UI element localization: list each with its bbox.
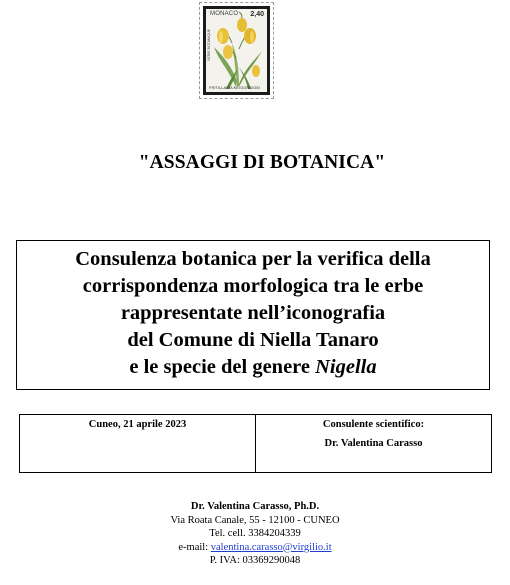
date-cell bbox=[20, 415, 256, 473]
info-table bbox=[19, 414, 492, 473]
footer-name: Dr. Valentina Carasso, Ph.D. bbox=[190, 501, 320, 512]
stamp-value: 2,40 bbox=[250, 11, 264, 18]
footer-address: Via Roata Canale, 55 - 12100 - CUNEO bbox=[170, 514, 340, 526]
subject-line-5 bbox=[17, 354, 489, 381]
subject-line-3: rappresentate nell’iconografia bbox=[120, 302, 386, 324]
consultant-name: Dr. Valentina Carasso bbox=[324, 438, 423, 449]
stamp-frame bbox=[203, 6, 270, 95]
subject-box bbox=[16, 240, 490, 390]
email-link[interactable]: valentina.carasso@virgilio.it bbox=[210, 541, 332, 553]
consultant-label: Consulente scientifico: bbox=[322, 419, 425, 430]
subject-line-1: Consulenza botanica per la verifica della bbox=[75, 248, 431, 270]
stamp-caption: FRITILLARIA MOGGRIDGEI bbox=[209, 85, 261, 90]
subject-line-2: corrispondenza morfologica tra le erbe bbox=[82, 275, 424, 297]
footer-vat: P. IVA: 03369290048 bbox=[209, 555, 301, 566]
stamp-country: MONACO bbox=[210, 11, 239, 17]
document-date: Cuneo, 21 aprile 2023 bbox=[88, 419, 187, 430]
genus-name: Nigella bbox=[315, 356, 377, 378]
contact-footer bbox=[0, 500, 510, 568]
fritillaria-flower-illustration bbox=[206, 9, 269, 94]
email-label: e-mail: bbox=[178, 541, 211, 553]
subject-line-5-text: e le specie del genere bbox=[129, 356, 316, 378]
postage-stamp-image bbox=[199, 2, 274, 99]
document-title: "ASSAGGI DI BOTANICA" bbox=[138, 152, 386, 173]
footer-phone: Tel. cell. 3384204339 bbox=[209, 528, 301, 539]
consultant-cell bbox=[256, 415, 492, 473]
subject-line-4: del Comune di Niella Tanaro bbox=[127, 329, 379, 351]
footer-email-row bbox=[0, 541, 510, 555]
stamp-side-text: SÉRIE BOTANIQUE bbox=[207, 29, 211, 61]
